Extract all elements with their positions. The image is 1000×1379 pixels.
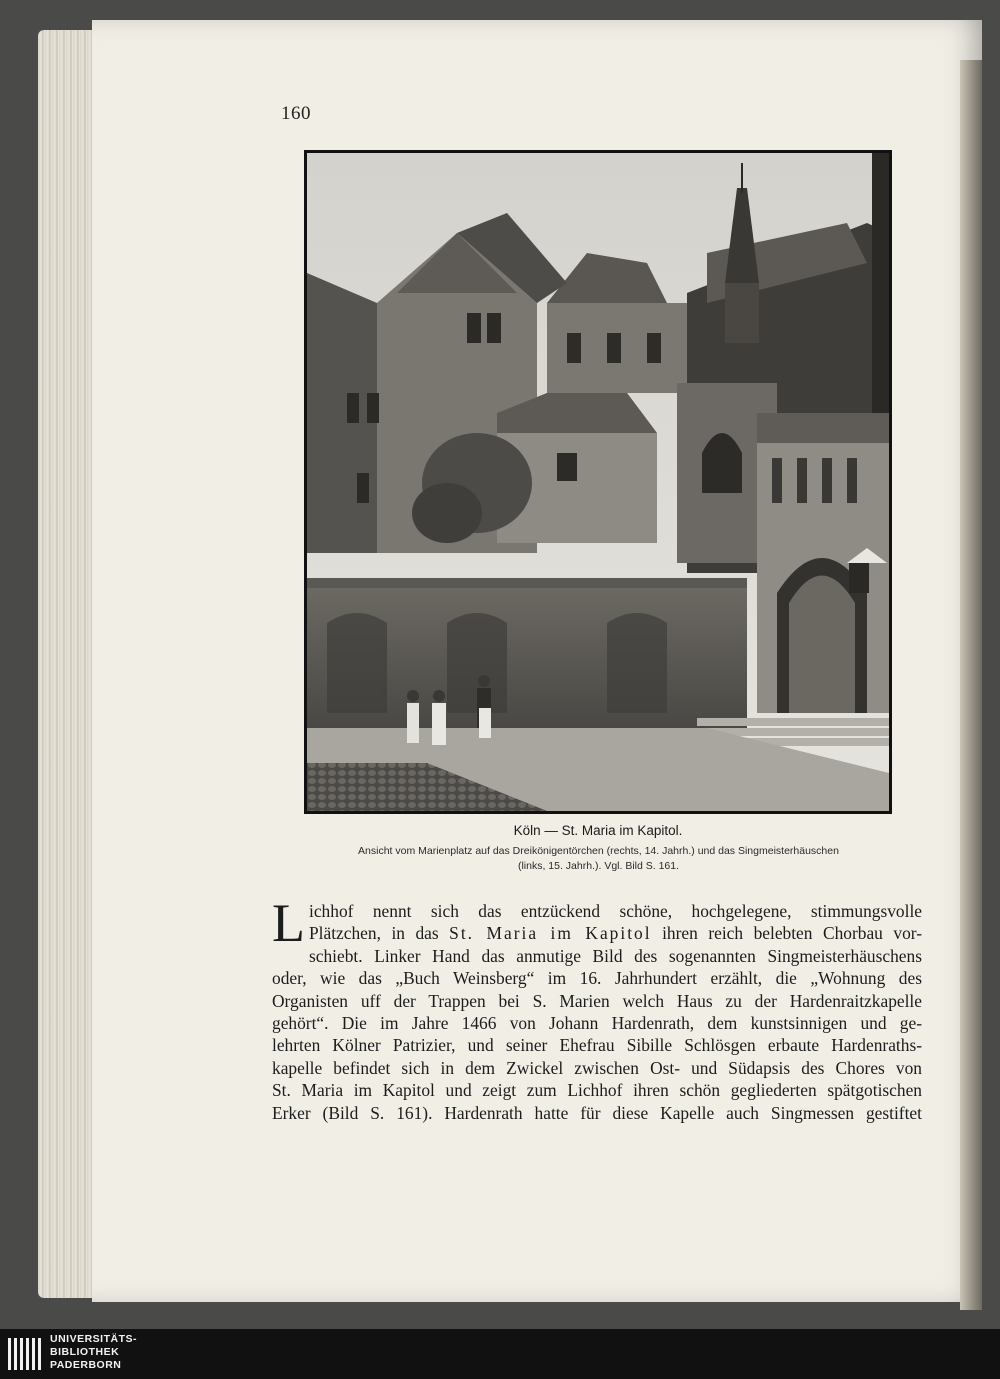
text-segment: Plätzchen, in das [309,923,450,944]
page-edges [38,30,98,1298]
text-line: kapelle befindet sich in dem Zwickel zwischen Ost- und Südapsis des Chores von [272,1057,922,1078]
text-line: Erker (Bild S. 161). Hardenrath hatte für diese Kapelle auch Singmessen gestiftet [272,1102,922,1123]
figure-caption-line: Ansicht vom Marienplatz auf das Dreikönigentörchen (rechts, 14. Jahrh.) und das Singmeisterhäuschen [358,845,839,857]
book-gutter [960,60,982,1310]
text-line: schiebt. Linker Hand das anmutige Bild des sogenannten Singmeisterhäuschens [309,945,922,966]
church-photograph [304,150,892,814]
library-logo-text [50,1333,137,1372]
text-line: gehört“. Die im Jahre 1466 von Johann Hardenrath, dem kunstsinnigen und ge- [272,1013,922,1034]
text-line: lehrten Kölner Patrizier, und seiner Ehefrau Sibille Schlösgen erbaute Hardenraths- [272,1035,922,1056]
logo-line: PADERBORN [50,1359,122,1371]
book-page [92,20,982,1302]
logo-line: UNIVERSITÄTS- [50,1333,138,1345]
text-line: ichhof nennt sich das entzückend schöne, hochgelegene, stimmungsvolle [309,901,922,921]
figure-caption [296,844,901,874]
text-line: St. Maria im Kapitol und zeigt zum Lichhof ihren schön gegliederten spätgotischen [272,1080,922,1101]
logo-line: BIBLIOTHEK [50,1346,120,1358]
emphasized-name: St. Maria im Kapitol [449,923,652,944]
drop-cap: L [272,893,305,953]
page-number: 160 [281,103,311,124]
library-logo-icon [8,1336,44,1372]
library-footer [0,1329,1000,1379]
text-segment: ihren reich belebten Chorbau vor- [651,923,922,944]
text-line [272,922,922,944]
figure-title: Köln — St. Maria im Kapitol. [513,823,683,838]
body-paragraph [272,893,922,1124]
text-line: Organisten uff der Trappen bei S. Marien welch Haus zu der Hardenraitzkapelle [272,990,922,1011]
text-line: oder, wie das „Buch Weinsberg“ im 16. Jahrhundert erzählt, die „Wohnung des [272,968,922,989]
figure-caption-line: (links, 15. Jahrh.). Vgl. Bild S. 161. [517,860,680,872]
